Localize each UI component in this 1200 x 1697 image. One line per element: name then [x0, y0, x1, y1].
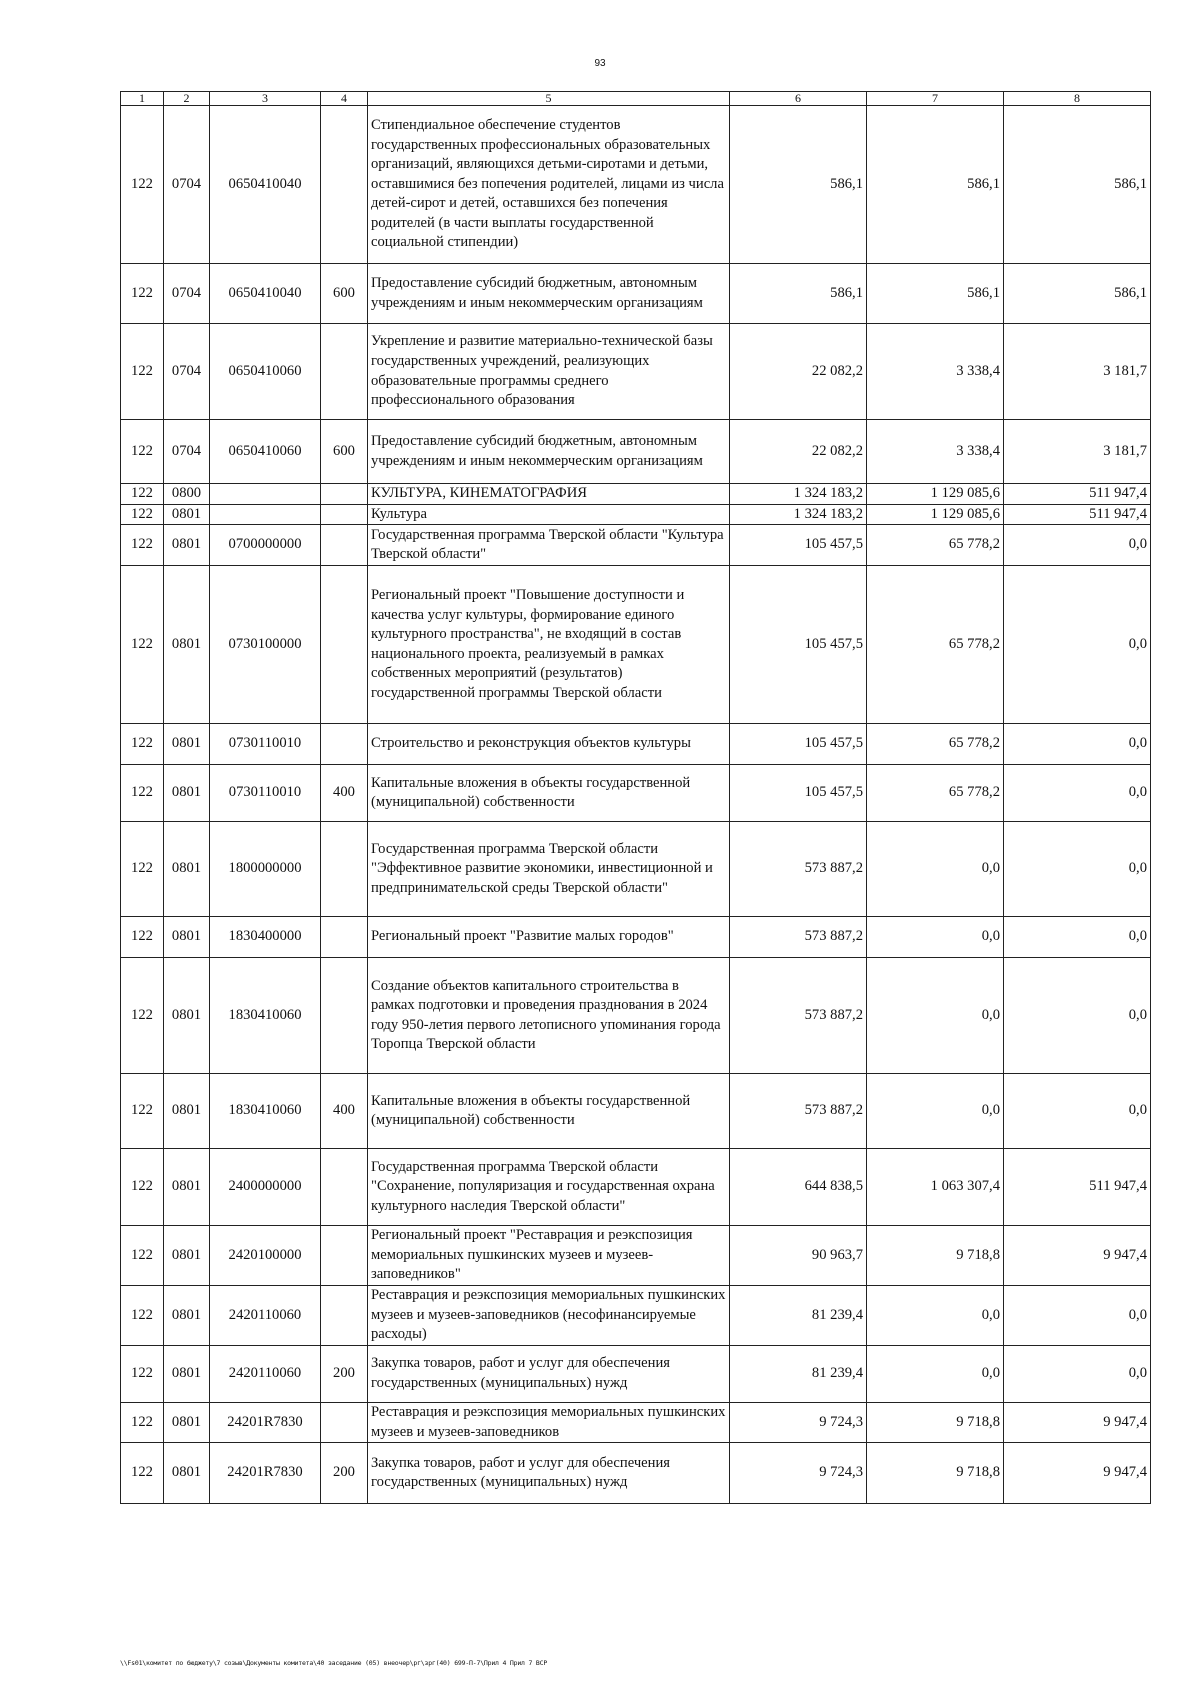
table-row — [121, 958, 1151, 1074]
cell-description: Закупка товаров, работ и услуг для обеспечения государственных (муниципальных) нужд — [368, 1443, 730, 1504]
cell-target-code — [210, 484, 321, 505]
footer-file-path: \\Fs01\комитет по бюджету\7 созыв\Документы комитета\40 заседание (05) внеочер\рг\зрг(40) 699-П-7\Прил 4 Прил 7 ВСР — [120, 1659, 548, 1667]
cell-amount-3: 0,0 — [1004, 917, 1151, 958]
cell-description: Реставрация и реэкспозиция мемориальных пушкинских музеев и музеев-заповедников (несофинансируемые расходы) — [368, 1285, 730, 1345]
cell-expense-type — [321, 324, 368, 420]
cell-amount-3: 0,0 — [1004, 765, 1151, 822]
cell-section-code: 0801 — [164, 1402, 210, 1442]
cell-section-code: 0801 — [164, 1074, 210, 1149]
cell-expense-type — [321, 1226, 368, 1286]
cell-target-code — [210, 504, 321, 525]
cell-amount-3: 511 947,4 — [1004, 484, 1151, 505]
cell-section-code: 0801 — [164, 958, 210, 1074]
cell-section-code: 0801 — [164, 504, 210, 525]
cell-amount-2: 3 338,4 — [867, 420, 1004, 484]
cell-amount-2: 0,0 — [867, 958, 1004, 1074]
cell-amount-2: 1 063 307,4 — [867, 1149, 1004, 1226]
cell-expense-type — [321, 484, 368, 505]
cell-description: Закупка товаров, работ и услуг для обеспечения государственных (муниципальных) нужд — [368, 1345, 730, 1402]
cell-description: КУЛЬТУРА, КИНЕМАТОГРАФИЯ — [368, 484, 730, 505]
cell-amount-1: 1 324 183,2 — [730, 504, 867, 525]
cell-amount-3: 0,0 — [1004, 1345, 1151, 1402]
cell-target-code: 0730100000 — [210, 566, 321, 724]
cell-amount-1: 81 239,4 — [730, 1285, 867, 1345]
cell-amount-1: 644 838,5 — [730, 1149, 867, 1226]
cell-amount-3: 9 947,4 — [1004, 1402, 1151, 1442]
cell-section-code: 0801 — [164, 566, 210, 724]
cell-expense-type — [321, 1149, 368, 1226]
cell-amount-3: 511 947,4 — [1004, 1149, 1151, 1226]
table-row — [121, 1226, 1151, 1286]
cell-admin-code: 122 — [121, 264, 164, 324]
cell-expense-type — [321, 822, 368, 917]
cell-amount-1: 573 887,2 — [730, 958, 867, 1074]
budget-table — [120, 91, 1151, 1504]
cell-amount-1: 105 457,5 — [730, 566, 867, 724]
cell-amount-2: 9 718,8 — [867, 1443, 1004, 1504]
cell-description: Капитальные вложения в объекты государственной (муниципальной) собственности — [368, 765, 730, 822]
cell-amount-1: 9 724,3 — [730, 1443, 867, 1504]
cell-expense-type — [321, 106, 368, 264]
cell-admin-code: 122 — [121, 1443, 164, 1504]
cell-amount-2: 9 718,8 — [867, 1226, 1004, 1286]
cell-section-code: 0801 — [164, 917, 210, 958]
cell-description: Государственная программа Тверской области "Культура Тверской области" — [368, 525, 730, 566]
cell-expense-type — [321, 1285, 368, 1345]
cell-target-code: 0730110010 — [210, 765, 321, 822]
cell-target-code: 1830410060 — [210, 1074, 321, 1149]
cell-section-code: 0801 — [164, 1285, 210, 1345]
cell-amount-2: 0,0 — [867, 917, 1004, 958]
table-row — [121, 917, 1151, 958]
cell-target-code: 1830410060 — [210, 958, 321, 1074]
cell-amount-2: 65 778,2 — [867, 765, 1004, 822]
cell-section-code: 0800 — [164, 484, 210, 505]
cell-section-code: 0801 — [164, 822, 210, 917]
cell-admin-code: 122 — [121, 1402, 164, 1442]
cell-amount-3: 0,0 — [1004, 822, 1151, 917]
cell-admin-code: 122 — [121, 724, 164, 765]
cell-amount-2: 586,1 — [867, 106, 1004, 264]
table-row — [121, 324, 1151, 420]
cell-amount-1: 105 457,5 — [730, 525, 867, 566]
cell-section-code: 0801 — [164, 1345, 210, 1402]
cell-admin-code: 122 — [121, 504, 164, 525]
cell-amount-2: 65 778,2 — [867, 566, 1004, 724]
cell-description: Создание объектов капитального строительства в рамках подготовки и проведения празднования в 2024 году 950-летия первого летописного упоминания города Торопца Тверской области — [368, 958, 730, 1074]
cell-expense-type — [321, 1402, 368, 1442]
cell-description: Предоставление субсидий бюджетным, автономным учреждениям и иным некоммерческим организациям — [368, 264, 730, 324]
cell-amount-3: 3 181,7 — [1004, 324, 1151, 420]
cell-amount-2: 0,0 — [867, 1285, 1004, 1345]
column-header: 1 — [121, 92, 164, 106]
cell-amount-2: 65 778,2 — [867, 724, 1004, 765]
cell-amount-2: 0,0 — [867, 822, 1004, 917]
cell-amount-3: 511 947,4 — [1004, 504, 1151, 525]
cell-description: Региональный проект "Развитие малых городов" — [368, 917, 730, 958]
cell-amount-2: 586,1 — [867, 264, 1004, 324]
column-header: 4 — [321, 92, 368, 106]
cell-amount-1: 9 724,3 — [730, 1402, 867, 1442]
table-row — [121, 484, 1151, 505]
cell-expense-type: 600 — [321, 264, 368, 324]
cell-amount-1: 105 457,5 — [730, 765, 867, 822]
cell-amount-1: 22 082,2 — [730, 324, 867, 420]
cell-amount-1: 586,1 — [730, 264, 867, 324]
table-row — [121, 1074, 1151, 1149]
cell-target-code: 1800000000 — [210, 822, 321, 917]
cell-target-code: 2420110060 — [210, 1345, 321, 1402]
cell-admin-code: 122 — [121, 420, 164, 484]
cell-admin-code: 122 — [121, 525, 164, 566]
cell-amount-3: 0,0 — [1004, 525, 1151, 566]
cell-description: Региональный проект "Повышение доступности и качества услуг культуры, формирование единого культурного пространства", не входящий в состав национального проекта, реализуемый в рамках собственных мероприятий (результатов) государственной программы Тверской области — [368, 566, 730, 724]
cell-target-code: 0700000000 — [210, 525, 321, 566]
cell-target-code: 2420110060 — [210, 1285, 321, 1345]
cell-expense-type: 400 — [321, 765, 368, 822]
table-row — [121, 822, 1151, 917]
cell-amount-3: 9 947,4 — [1004, 1226, 1151, 1286]
cell-amount-1: 105 457,5 — [730, 724, 867, 765]
table-body — [121, 106, 1151, 1504]
cell-description: Строительство и реконструкция объектов культуры — [368, 724, 730, 765]
cell-admin-code: 122 — [121, 484, 164, 505]
cell-amount-1: 22 082,2 — [730, 420, 867, 484]
cell-section-code: 0704 — [164, 106, 210, 264]
table-row — [121, 566, 1151, 724]
column-header: 8 — [1004, 92, 1151, 106]
cell-amount-3: 0,0 — [1004, 958, 1151, 1074]
cell-amount-1: 586,1 — [730, 106, 867, 264]
cell-admin-code: 122 — [121, 324, 164, 420]
column-header: 5 — [368, 92, 730, 106]
cell-amount-2: 0,0 — [867, 1074, 1004, 1149]
cell-target-code: 24201R7830 — [210, 1402, 321, 1442]
table-row — [121, 504, 1151, 525]
cell-admin-code: 122 — [121, 1226, 164, 1286]
cell-description: Государственная программа Тверской области "Эффективное развитие экономики, инвестиционной и предпринимательской среды Тверской области" — [368, 822, 730, 917]
cell-section-code: 0801 — [164, 1226, 210, 1286]
cell-target-code: 0650410060 — [210, 324, 321, 420]
cell-amount-1: 90 963,7 — [730, 1226, 867, 1286]
cell-description: Реставрация и реэкспозиция мемориальных пушкинских музеев и музеев-заповедников — [368, 1402, 730, 1442]
cell-target-code: 0650410060 — [210, 420, 321, 484]
cell-amount-1: 573 887,2 — [730, 822, 867, 917]
cell-section-code: 0704 — [164, 420, 210, 484]
table-row — [121, 1345, 1151, 1402]
cell-admin-code: 122 — [121, 917, 164, 958]
cell-admin-code: 122 — [121, 566, 164, 724]
table-row — [121, 765, 1151, 822]
cell-admin-code: 122 — [121, 1149, 164, 1226]
cell-description: Культура — [368, 504, 730, 525]
column-header: 2 — [164, 92, 210, 106]
cell-expense-type — [321, 504, 368, 525]
cell-amount-3: 586,1 — [1004, 106, 1151, 264]
cell-amount-3: 586,1 — [1004, 264, 1151, 324]
cell-expense-type: 600 — [321, 420, 368, 484]
page-number: 93 — [594, 58, 606, 69]
table-row — [121, 1285, 1151, 1345]
cell-amount-2: 0,0 — [867, 1345, 1004, 1402]
cell-admin-code: 122 — [121, 765, 164, 822]
cell-description: Государственная программа Тверской области "Сохранение, популяризация и государственная охрана культурного наследия Тверской области" — [368, 1149, 730, 1226]
table-row — [121, 264, 1151, 324]
column-number-row — [121, 92, 1151, 106]
cell-expense-type — [321, 525, 368, 566]
cell-admin-code: 122 — [121, 1074, 164, 1149]
table-row — [121, 106, 1151, 264]
table-row — [121, 724, 1151, 765]
cell-amount-1: 81 239,4 — [730, 1345, 867, 1402]
cell-amount-3: 9 947,4 — [1004, 1443, 1151, 1504]
cell-section-code: 0801 — [164, 724, 210, 765]
table-row — [121, 525, 1151, 566]
table-row — [121, 1402, 1151, 1442]
cell-target-code: 1830400000 — [210, 917, 321, 958]
cell-section-code: 0704 — [164, 264, 210, 324]
table-row — [121, 420, 1151, 484]
cell-amount-1: 573 887,2 — [730, 917, 867, 958]
cell-amount-3: 0,0 — [1004, 1285, 1151, 1345]
cell-admin-code: 122 — [121, 106, 164, 264]
cell-amount-2: 1 129 085,6 — [867, 504, 1004, 525]
cell-admin-code: 122 — [121, 822, 164, 917]
cell-target-code: 2400000000 — [210, 1149, 321, 1226]
cell-target-code: 0650410040 — [210, 106, 321, 264]
cell-expense-type: 200 — [321, 1443, 368, 1504]
cell-amount-2: 65 778,2 — [867, 525, 1004, 566]
cell-admin-code: 122 — [121, 1285, 164, 1345]
cell-amount-1: 573 887,2 — [730, 1074, 867, 1149]
cell-amount-3: 0,0 — [1004, 566, 1151, 724]
cell-target-code: 0650410040 — [210, 264, 321, 324]
cell-amount-3: 0,0 — [1004, 1074, 1151, 1149]
cell-admin-code: 122 — [121, 958, 164, 1074]
cell-amount-3: 3 181,7 — [1004, 420, 1151, 484]
cell-section-code: 0801 — [164, 1443, 210, 1504]
cell-expense-type — [321, 958, 368, 1074]
table-row — [121, 1149, 1151, 1226]
column-header: 6 — [730, 92, 867, 106]
cell-amount-1: 1 324 183,2 — [730, 484, 867, 505]
cell-target-code: 2420100000 — [210, 1226, 321, 1286]
cell-section-code: 0801 — [164, 765, 210, 822]
column-header: 7 — [867, 92, 1004, 106]
cell-description: Предоставление субсидий бюджетным, автономным учреждениям и иным некоммерческим организациям — [368, 420, 730, 484]
table-row — [121, 1443, 1151, 1504]
cell-amount-2: 9 718,8 — [867, 1402, 1004, 1442]
cell-description: Укрепление и развитие материально-технической базы государственных учреждений, реализующих образовательные программы среднего профессионального образования — [368, 324, 730, 420]
cell-amount-3: 0,0 — [1004, 724, 1151, 765]
cell-target-code: 24201R7830 — [210, 1443, 321, 1504]
cell-expense-type — [321, 724, 368, 765]
cell-expense-type: 400 — [321, 1074, 368, 1149]
cell-admin-code: 122 — [121, 1345, 164, 1402]
cell-description: Капитальные вложения в объекты государственной (муниципальной) собственности — [368, 1074, 730, 1149]
cell-target-code: 0730110010 — [210, 724, 321, 765]
cell-expense-type — [321, 566, 368, 724]
cell-section-code: 0801 — [164, 525, 210, 566]
column-header: 3 — [210, 92, 321, 106]
cell-description: Региональный проект "Реставрация и реэкспозиция мемориальных пушкинских музеев и музеев-заповедников" — [368, 1226, 730, 1286]
cell-amount-2: 3 338,4 — [867, 324, 1004, 420]
cell-expense-type: 200 — [321, 1345, 368, 1402]
cell-expense-type — [321, 917, 368, 958]
cell-amount-2: 1 129 085,6 — [867, 484, 1004, 505]
cell-section-code: 0801 — [164, 1149, 210, 1226]
cell-description: Стипендиальное обеспечение студентов государственных профессиональных образовательных организаций, являющихся детьми-сиротами и детьми, оставшимися без попечения родителей, лицами из числа детей-сирот и детей, оставшихся без попечения родителей (в части выплаты государственной социальной стипендии) — [368, 106, 730, 264]
cell-section-code: 0704 — [164, 324, 210, 420]
